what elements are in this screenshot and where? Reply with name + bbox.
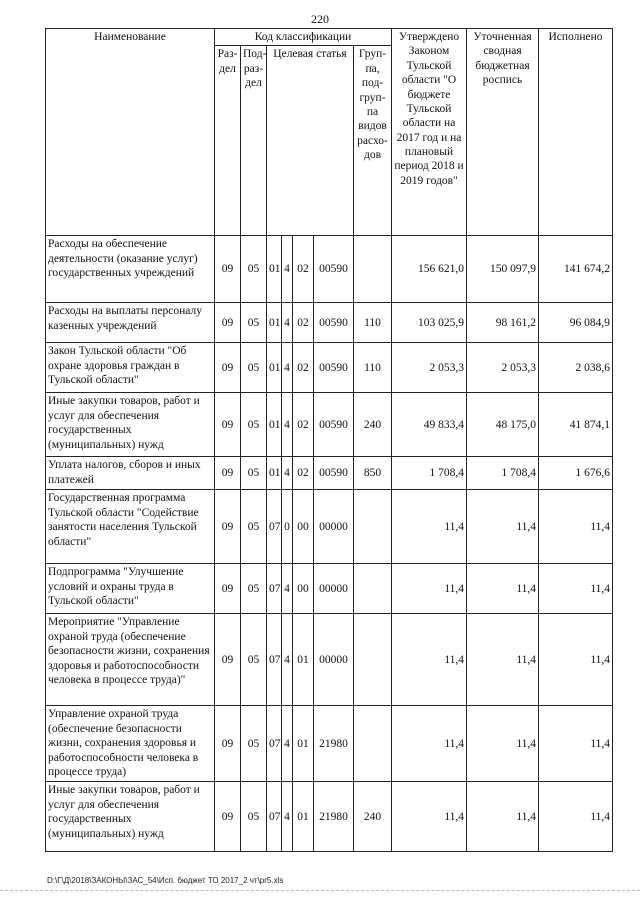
row-expense-group: 110 [354, 343, 392, 393]
row-approved-amount: 2 053,3 [392, 343, 467, 393]
row-approved-amount: 11,4 [392, 706, 467, 782]
row-target-direction: 21980 [314, 782, 354, 852]
row-name: Подпрограмма "Улучшение условий и охраны труда в Тульской области" [46, 564, 215, 614]
header-podrazdel: Под-раз-дел [241, 46, 267, 236]
row-name: Закон Тульской области "Об охране здоровья граждан в Тульской области" [46, 343, 215, 393]
row-approved-amount: 156 621,0 [392, 236, 467, 303]
header-approved: Утверждено Законом Тульской области "О бюджете Тульской области на 2017 год и на плановый период 2018 и 2019 годов" [392, 29, 467, 236]
row-target-subprogram: 4 [282, 782, 293, 852]
row-executed-amount: 96 084,9 [539, 303, 613, 343]
row-podrazdel: 05 [241, 303, 267, 343]
row-target-event: 01 [293, 614, 314, 706]
table-row [46, 343, 613, 393]
row-refined-amount: 150 097,9 [467, 236, 539, 303]
row-refined-amount: 2 053,3 [467, 343, 539, 393]
row-refined-amount: 1 708,4 [467, 457, 539, 490]
budget-table [45, 28, 613, 852]
row-target-direction: 00590 [314, 343, 354, 393]
row-name: Иные закупки товаров, работ и услуг для обеспечения государственных (муниципальных) нужд [46, 393, 215, 457]
row-target-program: 07 [267, 564, 282, 614]
row-target-subprogram: 4 [282, 614, 293, 706]
row-expense-group [354, 564, 392, 614]
row-razdel: 09 [215, 236, 241, 303]
row-name: Расходы на выплаты персоналу казенных учреждений [46, 303, 215, 343]
row-target-program: 01 [267, 343, 282, 393]
row-razdel: 09 [215, 490, 241, 564]
row-name: Государственная программа Тульской области "Содействие занятости населения Тульской области" [46, 490, 215, 564]
row-executed-amount: 11,4 [539, 490, 613, 564]
table-row [46, 564, 613, 614]
row-target-subprogram: 4 [282, 564, 293, 614]
row-target-direction: 00590 [314, 457, 354, 490]
header-code-group: Код классификации [215, 29, 392, 46]
header-refined: Уточненная сводная бюджетная роспись [467, 29, 539, 236]
row-expense-group [354, 706, 392, 782]
row-target-program: 07 [267, 782, 282, 852]
row-razdel: 09 [215, 782, 241, 852]
row-approved-amount: 11,4 [392, 564, 467, 614]
row-target-program: 07 [267, 614, 282, 706]
row-executed-amount: 1 676,6 [539, 457, 613, 490]
row-target-event: 02 [293, 343, 314, 393]
row-approved-amount: 49 833,4 [392, 393, 467, 457]
table-row [46, 490, 613, 564]
header-group: Груп-па, под-груп-па видов расхо-дов [354, 46, 392, 236]
row-razdel: 09 [215, 564, 241, 614]
row-razdel: 09 [215, 614, 241, 706]
row-expense-group [354, 614, 392, 706]
row-refined-amount: 11,4 [467, 782, 539, 852]
row-target-subprogram: 4 [282, 343, 293, 393]
header-name: Наименование [46, 29, 215, 236]
row-executed-amount: 11,4 [539, 782, 613, 852]
row-razdel: 09 [215, 303, 241, 343]
row-target-subprogram: 0 [282, 490, 293, 564]
table-row [46, 393, 613, 457]
row-podrazdel: 05 [241, 393, 267, 457]
row-approved-amount: 11,4 [392, 614, 467, 706]
row-target-subprogram: 4 [282, 457, 293, 490]
row-podrazdel: 05 [241, 614, 267, 706]
row-expense-group: 850 [354, 457, 392, 490]
row-target-program: 01 [267, 457, 282, 490]
row-target-program: 01 [267, 303, 282, 343]
row-name: Уплата налогов, сборов и иных платежей [46, 457, 215, 490]
file-path: D:\Г\Д\2018\ЗАКОНЫ\ЗАС_54\Исп. бюджет ТО 2017_2 чт\pr5.xls [47, 876, 284, 885]
row-razdel: 09 [215, 457, 241, 490]
row-target-program: 07 [267, 490, 282, 564]
row-executed-amount: 2 038,6 [539, 343, 613, 393]
row-razdel: 09 [215, 393, 241, 457]
row-target-event: 02 [293, 303, 314, 343]
table-row [46, 457, 613, 490]
row-name: Иные закупки товаров, работ и услуг для обеспечения государственных (муниципальных) нужд [46, 782, 215, 852]
table-row [46, 303, 613, 343]
row-target-direction: 00000 [314, 614, 354, 706]
row-expense-group [354, 490, 392, 564]
row-refined-amount: 11,4 [467, 564, 539, 614]
footer-divider [0, 890, 640, 891]
table-row [46, 236, 613, 303]
row-target-direction: 00000 [314, 490, 354, 564]
row-podrazdel: 05 [241, 236, 267, 303]
row-executed-amount: 41 874,1 [539, 393, 613, 457]
row-refined-amount: 11,4 [467, 490, 539, 564]
row-name: Расходы на обеспечение деятельности (оказание услуг) государственных учреждений [46, 236, 215, 303]
row-target-event: 01 [293, 706, 314, 782]
row-executed-amount: 11,4 [539, 706, 613, 782]
row-target-event: 00 [293, 564, 314, 614]
row-podrazdel: 05 [241, 343, 267, 393]
row-name: Управление охраной труда (обеспечение безопасности жизни, сохранения здоровья и работоспособности человека в процессе труда) [46, 706, 215, 782]
row-target-event: 02 [293, 457, 314, 490]
row-podrazdel: 05 [241, 490, 267, 564]
row-target-direction: 00590 [314, 303, 354, 343]
table-body [46, 236, 613, 852]
row-target-direction: 21980 [314, 706, 354, 782]
table-row [46, 782, 613, 852]
row-target-event: 00 [293, 490, 314, 564]
row-podrazdel: 05 [241, 457, 267, 490]
row-expense-group [354, 236, 392, 303]
page-number: 220 [311, 12, 329, 26]
row-refined-amount: 11,4 [467, 706, 539, 782]
row-podrazdel: 05 [241, 564, 267, 614]
row-target-direction: 00590 [314, 393, 354, 457]
row-target-subprogram: 4 [282, 706, 293, 782]
row-razdel: 09 [215, 706, 241, 782]
row-podrazdel: 05 [241, 782, 267, 852]
row-executed-amount: 11,4 [539, 564, 613, 614]
row-target-program: 01 [267, 236, 282, 303]
row-target-program: 01 [267, 393, 282, 457]
row-expense-group: 110 [354, 303, 392, 343]
row-approved-amount: 11,4 [392, 490, 467, 564]
header-executed: Исполнено [539, 29, 613, 236]
row-refined-amount: 11,4 [467, 614, 539, 706]
row-approved-amount: 11,4 [392, 782, 467, 852]
header-razdel: Раз-дел [215, 46, 241, 236]
row-executed-amount: 11,4 [539, 614, 613, 706]
row-name: Мероприятие "Управление охраной труда (обеспечение безопасности жизни, сохранения здоровья и работоспособности человека в процессе труда)" [46, 614, 215, 706]
row-target-event: 02 [293, 236, 314, 303]
row-target-program: 07 [267, 706, 282, 782]
table-row [46, 706, 613, 782]
row-target-event: 02 [293, 393, 314, 457]
row-target-event: 01 [293, 782, 314, 852]
row-podrazdel: 05 [241, 706, 267, 782]
row-executed-amount: 141 674,2 [539, 236, 613, 303]
header-target: Целевая статья [267, 46, 354, 236]
row-expense-group: 240 [354, 782, 392, 852]
row-target-subprogram: 4 [282, 236, 293, 303]
row-target-direction: 00000 [314, 564, 354, 614]
row-target-direction: 00590 [314, 236, 354, 303]
row-refined-amount: 48 175,0 [467, 393, 539, 457]
table-header [46, 29, 613, 236]
row-target-subprogram: 4 [282, 393, 293, 457]
row-refined-amount: 98 161,2 [467, 303, 539, 343]
row-expense-group: 240 [354, 393, 392, 457]
row-approved-amount: 103 025,9 [392, 303, 467, 343]
row-target-subprogram: 4 [282, 303, 293, 343]
table-row [46, 614, 613, 706]
row-razdel: 09 [215, 343, 241, 393]
row-approved-amount: 1 708,4 [392, 457, 467, 490]
